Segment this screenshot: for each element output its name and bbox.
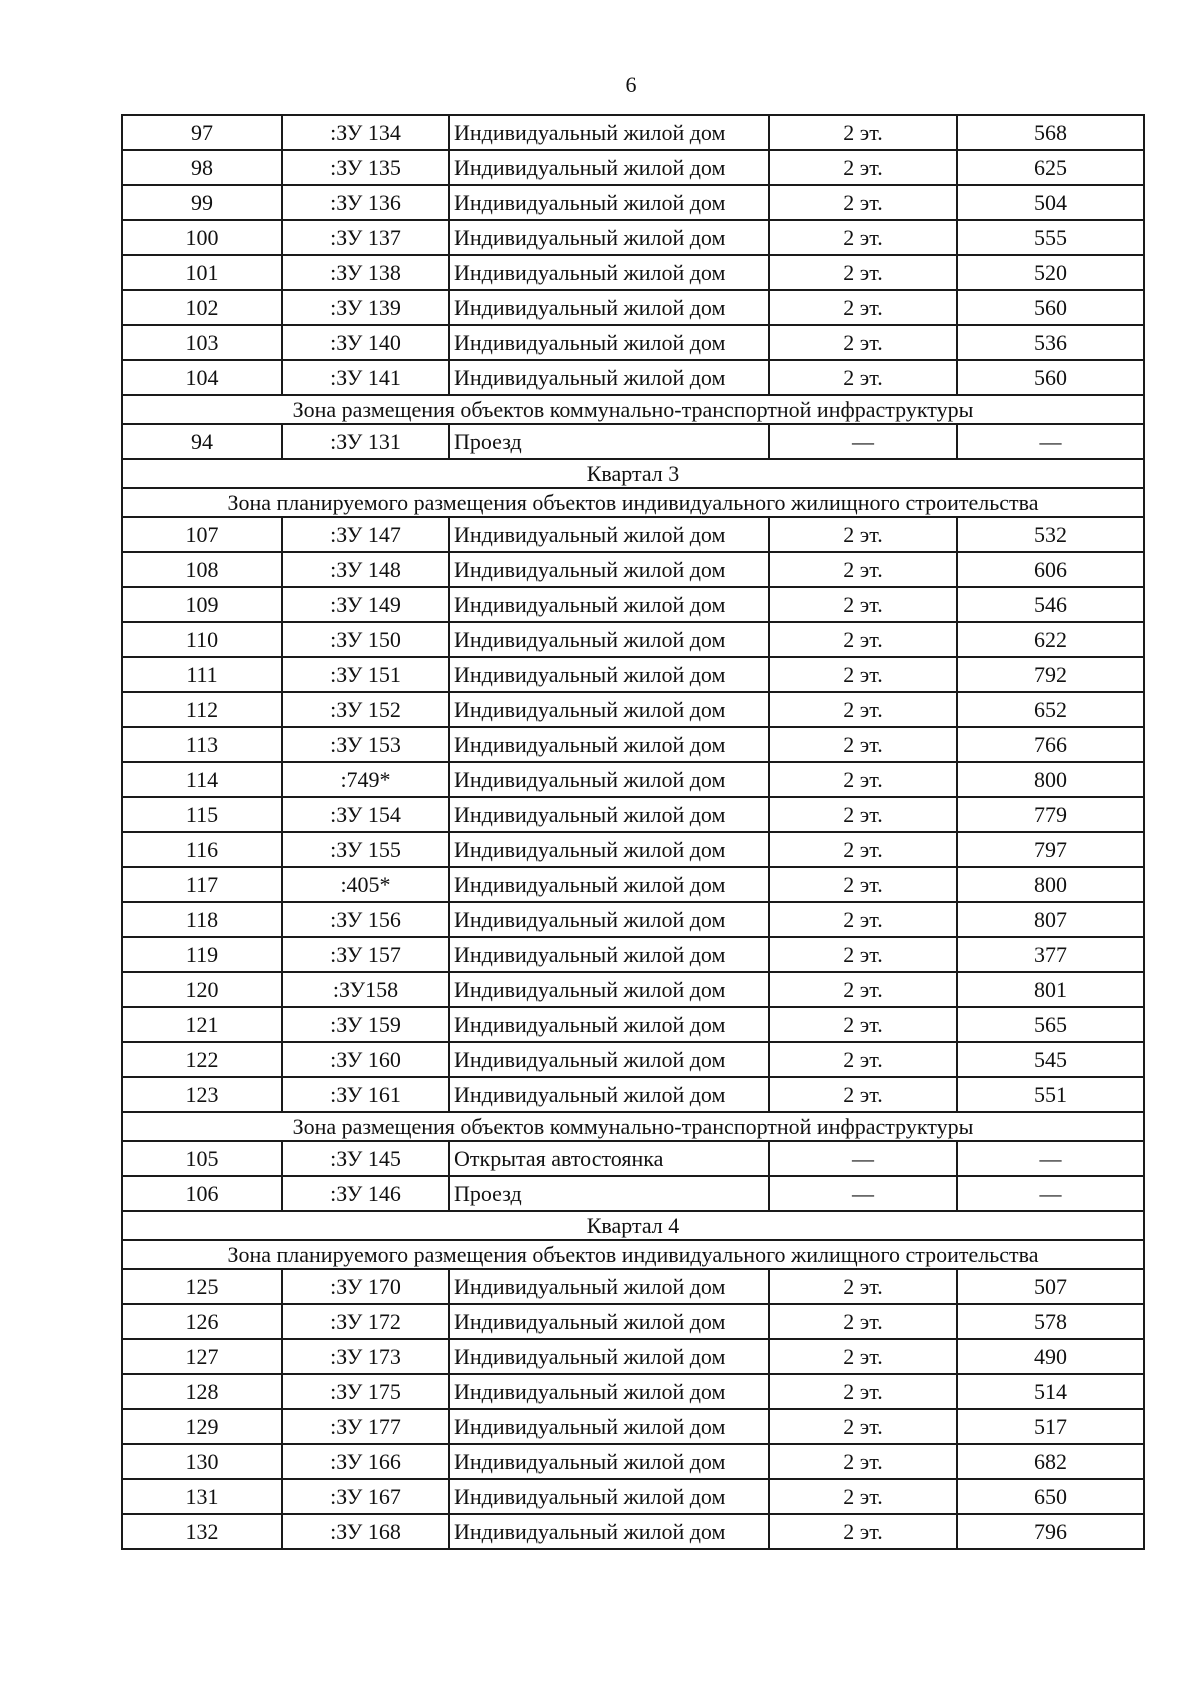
area-cell: —: [957, 1141, 1144, 1176]
section-heading-row: [122, 459, 1144, 488]
permitted-use-cell: Индивидуальный жилой дом: [449, 255, 769, 290]
page-number: 6: [625, 72, 637, 97]
row-number-cell: 99: [122, 185, 282, 220]
table-row: [122, 220, 1144, 255]
plot-code-cell: :ЗУ158: [282, 972, 449, 1007]
plot-code-cell: :ЗУ 140: [282, 325, 449, 360]
row-number-cell: 123: [122, 1077, 282, 1112]
permitted-use-cell: Индивидуальный жилой дом: [449, 1514, 769, 1549]
row-number-cell: 117: [122, 867, 282, 902]
floors-cell: 2 эт.: [769, 1479, 957, 1514]
area-cell: 551: [957, 1077, 1144, 1112]
area-cell: 546: [957, 587, 1144, 622]
plot-code-cell: :ЗУ 148: [282, 552, 449, 587]
section-heading-row: [122, 488, 1144, 517]
table-row: [122, 832, 1144, 867]
table-body: [122, 115, 1144, 1549]
plot-code-cell: :ЗУ 156: [282, 902, 449, 937]
permitted-use-cell: Индивидуальный жилой дом: [449, 902, 769, 937]
plot-code-cell: :ЗУ 152: [282, 692, 449, 727]
permitted-use-cell: Индивидуальный жилой дом: [449, 797, 769, 832]
permitted-use-cell: Индивидуальный жилой дом: [449, 692, 769, 727]
row-number-cell: 126: [122, 1304, 282, 1339]
plot-code-cell: :ЗУ 146: [282, 1176, 449, 1211]
row-number-cell: 97: [122, 115, 282, 150]
section-heading: Зона размещения объектов коммунально-транспортной инфраструктуры: [122, 1112, 1144, 1141]
permitted-use-cell: Индивидуальный жилой дом: [449, 1374, 769, 1409]
floors-cell: 2 эт.: [769, 150, 957, 185]
row-number-cell: 98: [122, 150, 282, 185]
plot-code-cell: :ЗУ 147: [282, 517, 449, 552]
floors-cell: 2 эт.: [769, 1339, 957, 1374]
row-number-cell: 122: [122, 1042, 282, 1077]
floors-cell: 2 эт.: [769, 692, 957, 727]
permitted-use-cell: Индивидуальный жилой дом: [449, 972, 769, 1007]
table-row: [122, 517, 1144, 552]
plot-code-cell: :ЗУ 172: [282, 1304, 449, 1339]
row-number-cell: 120: [122, 972, 282, 1007]
area-cell: 797: [957, 832, 1144, 867]
permitted-use-cell: Индивидуальный жилой дом: [449, 657, 769, 692]
table-row: [122, 657, 1144, 692]
floors-cell: 2 эт.: [769, 325, 957, 360]
floors-cell: 2 эт.: [769, 517, 957, 552]
area-cell: 796: [957, 1514, 1144, 1549]
area-cell: 766: [957, 727, 1144, 762]
plot-code-cell: :ЗУ 159: [282, 1007, 449, 1042]
plot-code-cell: :ЗУ 151: [282, 657, 449, 692]
table-row: [122, 692, 1144, 727]
plot-code-cell: :749*: [282, 762, 449, 797]
floors-cell: 2 эт.: [769, 937, 957, 972]
floors-cell: 2 эт.: [769, 762, 957, 797]
row-number-cell: 107: [122, 517, 282, 552]
plot-code-cell: :ЗУ 161: [282, 1077, 449, 1112]
row-number-cell: 131: [122, 1479, 282, 1514]
area-cell: 555: [957, 220, 1144, 255]
permitted-use-cell: Индивидуальный жилой дом: [449, 185, 769, 220]
plot-code-cell: :ЗУ 134: [282, 115, 449, 150]
table-row: [122, 1339, 1144, 1374]
section-heading: Зона планируемого размещения объектов индивидуального жилищного строительства: [122, 1240, 1144, 1269]
section-heading-row: [122, 1211, 1144, 1240]
permitted-use-cell: Индивидуальный жилой дом: [449, 1479, 769, 1514]
area-cell: 520: [957, 255, 1144, 290]
floors-cell: 2 эт.: [769, 1444, 957, 1479]
permitted-use-cell: Индивидуальный жилой дом: [449, 1339, 769, 1374]
permitted-use-cell: Индивидуальный жилой дом: [449, 220, 769, 255]
area-cell: 536: [957, 325, 1144, 360]
floors-cell: 2 эт.: [769, 587, 957, 622]
table-row: [122, 1444, 1144, 1479]
permitted-use-cell: Индивидуальный жилой дом: [449, 867, 769, 902]
area-cell: 792: [957, 657, 1144, 692]
floors-cell: —: [769, 424, 957, 459]
table-row: [122, 255, 1144, 290]
plot-code-cell: :ЗУ 138: [282, 255, 449, 290]
row-number-cell: 128: [122, 1374, 282, 1409]
table-row: [122, 1514, 1144, 1549]
row-number-cell: 121: [122, 1007, 282, 1042]
table-row: [122, 185, 1144, 220]
row-number-cell: 105: [122, 1141, 282, 1176]
table-row: [122, 1042, 1144, 1077]
table-row: [122, 587, 1144, 622]
area-cell: 801: [957, 972, 1144, 1007]
floors-cell: 2 эт.: [769, 1374, 957, 1409]
section-heading-row: [122, 395, 1144, 424]
row-number-cell: 115: [122, 797, 282, 832]
plot-code-cell: :ЗУ 177: [282, 1409, 449, 1444]
table-row: [122, 1077, 1144, 1112]
floors-cell: 2 эт.: [769, 832, 957, 867]
plot-code-cell: :ЗУ 155: [282, 832, 449, 867]
table-row: [122, 424, 1144, 459]
area-cell: 779: [957, 797, 1144, 832]
row-number-cell: 108: [122, 552, 282, 587]
area-cell: 517: [957, 1409, 1144, 1444]
plot-code-cell: :ЗУ 137: [282, 220, 449, 255]
section-heading-row: [122, 1112, 1144, 1141]
plot-code-cell: :ЗУ 149: [282, 587, 449, 622]
plot-code-cell: :ЗУ 173: [282, 1339, 449, 1374]
plot-code-cell: :ЗУ 136: [282, 185, 449, 220]
table-row: [122, 360, 1144, 395]
row-number-cell: 100: [122, 220, 282, 255]
land-plots-table: [121, 114, 1145, 1550]
table-row: [122, 1304, 1144, 1339]
permitted-use-cell: Индивидуальный жилой дом: [449, 1304, 769, 1339]
table-row: [122, 797, 1144, 832]
area-cell: 800: [957, 867, 1144, 902]
area-cell: 625: [957, 150, 1144, 185]
area-cell: 800: [957, 762, 1144, 797]
table-row: [122, 1479, 1144, 1514]
floors-cell: 2 эт.: [769, 1269, 957, 1304]
plot-code-cell: :ЗУ 150: [282, 622, 449, 657]
permitted-use-cell: Индивидуальный жилой дом: [449, 937, 769, 972]
plot-code-cell: :ЗУ 139: [282, 290, 449, 325]
table-row: [122, 1269, 1144, 1304]
row-number-cell: 113: [122, 727, 282, 762]
plot-code-cell: :ЗУ 153: [282, 727, 449, 762]
area-cell: 650: [957, 1479, 1144, 1514]
floors-cell: 2 эт.: [769, 1304, 957, 1339]
floors-cell: 2 эт.: [769, 902, 957, 937]
table-row: [122, 1141, 1144, 1176]
row-number-cell: 111: [122, 657, 282, 692]
area-cell: 377: [957, 937, 1144, 972]
floors-cell: 2 эт.: [769, 1007, 957, 1042]
permitted-use-cell: Индивидуальный жилой дом: [449, 325, 769, 360]
area-cell: 682: [957, 1444, 1144, 1479]
area-cell: 490: [957, 1339, 1144, 1374]
table-row: [122, 1007, 1144, 1042]
plot-code-cell: :ЗУ 175: [282, 1374, 449, 1409]
row-number-cell: 103: [122, 325, 282, 360]
permitted-use-cell: Индивидуальный жилой дом: [449, 587, 769, 622]
table-row: [122, 902, 1144, 937]
area-cell: 578: [957, 1304, 1144, 1339]
permitted-use-cell: Индивидуальный жилой дом: [449, 1077, 769, 1112]
area-cell: 568: [957, 115, 1144, 150]
area-cell: 532: [957, 517, 1144, 552]
row-number-cell: 132: [122, 1514, 282, 1549]
section-heading: Зона планируемого размещения объектов индивидуального жилищного строительства: [122, 488, 1144, 517]
row-number-cell: 116: [122, 832, 282, 867]
floors-cell: 2 эт.: [769, 1042, 957, 1077]
table-row: [122, 1176, 1144, 1211]
permitted-use-cell: Индивидуальный жилой дом: [449, 622, 769, 657]
area-cell: 807: [957, 902, 1144, 937]
floors-cell: 2 эт.: [769, 1514, 957, 1549]
floors-cell: 2 эт.: [769, 115, 957, 150]
table-row: [122, 325, 1144, 360]
area-cell: 622: [957, 622, 1144, 657]
permitted-use-cell: Индивидуальный жилой дом: [449, 1042, 769, 1077]
plot-code-cell: :ЗУ 135: [282, 150, 449, 185]
plot-code-cell: :ЗУ 166: [282, 1444, 449, 1479]
table-row: [122, 762, 1144, 797]
permitted-use-cell: Индивидуальный жилой дом: [449, 150, 769, 185]
permitted-use-cell: Индивидуальный жилой дом: [449, 517, 769, 552]
table-row: [122, 115, 1144, 150]
permitted-use-cell: Индивидуальный жилой дом: [449, 552, 769, 587]
area-cell: 560: [957, 290, 1144, 325]
floors-cell: 2 эт.: [769, 360, 957, 395]
row-number-cell: 129: [122, 1409, 282, 1444]
floors-cell: —: [769, 1176, 957, 1211]
row-number-cell: 119: [122, 937, 282, 972]
area-cell: 504: [957, 185, 1144, 220]
table-row: [122, 1374, 1144, 1409]
row-number-cell: 114: [122, 762, 282, 797]
table-row: [122, 727, 1144, 762]
table-row: [122, 290, 1144, 325]
plot-code-cell: :ЗУ 157: [282, 937, 449, 972]
area-cell: 606: [957, 552, 1144, 587]
floors-cell: 2 эт.: [769, 220, 957, 255]
permitted-use-cell: Индивидуальный жилой дом: [449, 360, 769, 395]
plot-code-cell: :ЗУ 170: [282, 1269, 449, 1304]
area-cell: 514: [957, 1374, 1144, 1409]
row-number-cell: 102: [122, 290, 282, 325]
table-row: [122, 937, 1144, 972]
permitted-use-cell: Индивидуальный жилой дом: [449, 1007, 769, 1042]
plot-code-cell: :ЗУ 131: [282, 424, 449, 459]
floors-cell: 2 эт.: [769, 1409, 957, 1444]
table-row: [122, 867, 1144, 902]
area-cell: 652: [957, 692, 1144, 727]
row-number-cell: 125: [122, 1269, 282, 1304]
section-heading-row: [122, 1240, 1144, 1269]
row-number-cell: 109: [122, 587, 282, 622]
row-number-cell: 101: [122, 255, 282, 290]
table-row: [122, 972, 1144, 1007]
permitted-use-cell: Индивидуальный жилой дом: [449, 727, 769, 762]
plot-code-cell: :405*: [282, 867, 449, 902]
plot-code-cell: :ЗУ 167: [282, 1479, 449, 1514]
floors-cell: 2 эт.: [769, 797, 957, 832]
row-number-cell: 112: [122, 692, 282, 727]
floors-cell: —: [769, 1141, 957, 1176]
row-number-cell: 118: [122, 902, 282, 937]
floors-cell: 2 эт.: [769, 657, 957, 692]
plot-code-cell: :ЗУ 145: [282, 1141, 449, 1176]
row-number-cell: 94: [122, 424, 282, 459]
area-cell: 565: [957, 1007, 1144, 1042]
section-heading: Квартал 3: [122, 459, 1144, 488]
permitted-use-cell: Индивидуальный жилой дом: [449, 1269, 769, 1304]
floors-cell: 2 эт.: [769, 727, 957, 762]
plot-code-cell: :ЗУ 168: [282, 1514, 449, 1549]
permitted-use-cell: Индивидуальный жилой дом: [449, 1444, 769, 1479]
plot-code-cell: :ЗУ 154: [282, 797, 449, 832]
floors-cell: 2 эт.: [769, 972, 957, 1007]
floors-cell: 2 эт.: [769, 867, 957, 902]
plot-code-cell: :ЗУ 141: [282, 360, 449, 395]
row-number-cell: 127: [122, 1339, 282, 1374]
permitted-use-cell: Проезд: [449, 1176, 769, 1211]
permitted-use-cell: Проезд: [449, 424, 769, 459]
row-number-cell: 106: [122, 1176, 282, 1211]
plot-code-cell: :ЗУ 160: [282, 1042, 449, 1077]
table-row: [122, 1409, 1144, 1444]
floors-cell: 2 эт.: [769, 622, 957, 657]
permitted-use-cell: Открытая автостоянка: [449, 1141, 769, 1176]
area-cell: 545: [957, 1042, 1144, 1077]
row-number-cell: 110: [122, 622, 282, 657]
permitted-use-cell: Индивидуальный жилой дом: [449, 762, 769, 797]
permitted-use-cell: Индивидуальный жилой дом: [449, 832, 769, 867]
floors-cell: 2 эт.: [769, 185, 957, 220]
section-heading: Квартал 4: [122, 1211, 1144, 1240]
permitted-use-cell: Индивидуальный жилой дом: [449, 290, 769, 325]
area-cell: —: [957, 424, 1144, 459]
area-cell: —: [957, 1176, 1144, 1211]
area-cell: 507: [957, 1269, 1144, 1304]
row-number-cell: 130: [122, 1444, 282, 1479]
floors-cell: 2 эт.: [769, 255, 957, 290]
table-row: [122, 552, 1144, 587]
section-heading: Зона размещения объектов коммунально-транспортной инфраструктуры: [122, 395, 1144, 424]
floors-cell: 2 эт.: [769, 552, 957, 587]
floors-cell: 2 эт.: [769, 290, 957, 325]
floors-cell: 2 эт.: [769, 1077, 957, 1112]
table-row: [122, 622, 1144, 657]
row-number-cell: 104: [122, 360, 282, 395]
area-cell: 560: [957, 360, 1144, 395]
permitted-use-cell: Индивидуальный жилой дом: [449, 115, 769, 150]
table-row: [122, 150, 1144, 185]
permitted-use-cell: Индивидуальный жилой дом: [449, 1409, 769, 1444]
